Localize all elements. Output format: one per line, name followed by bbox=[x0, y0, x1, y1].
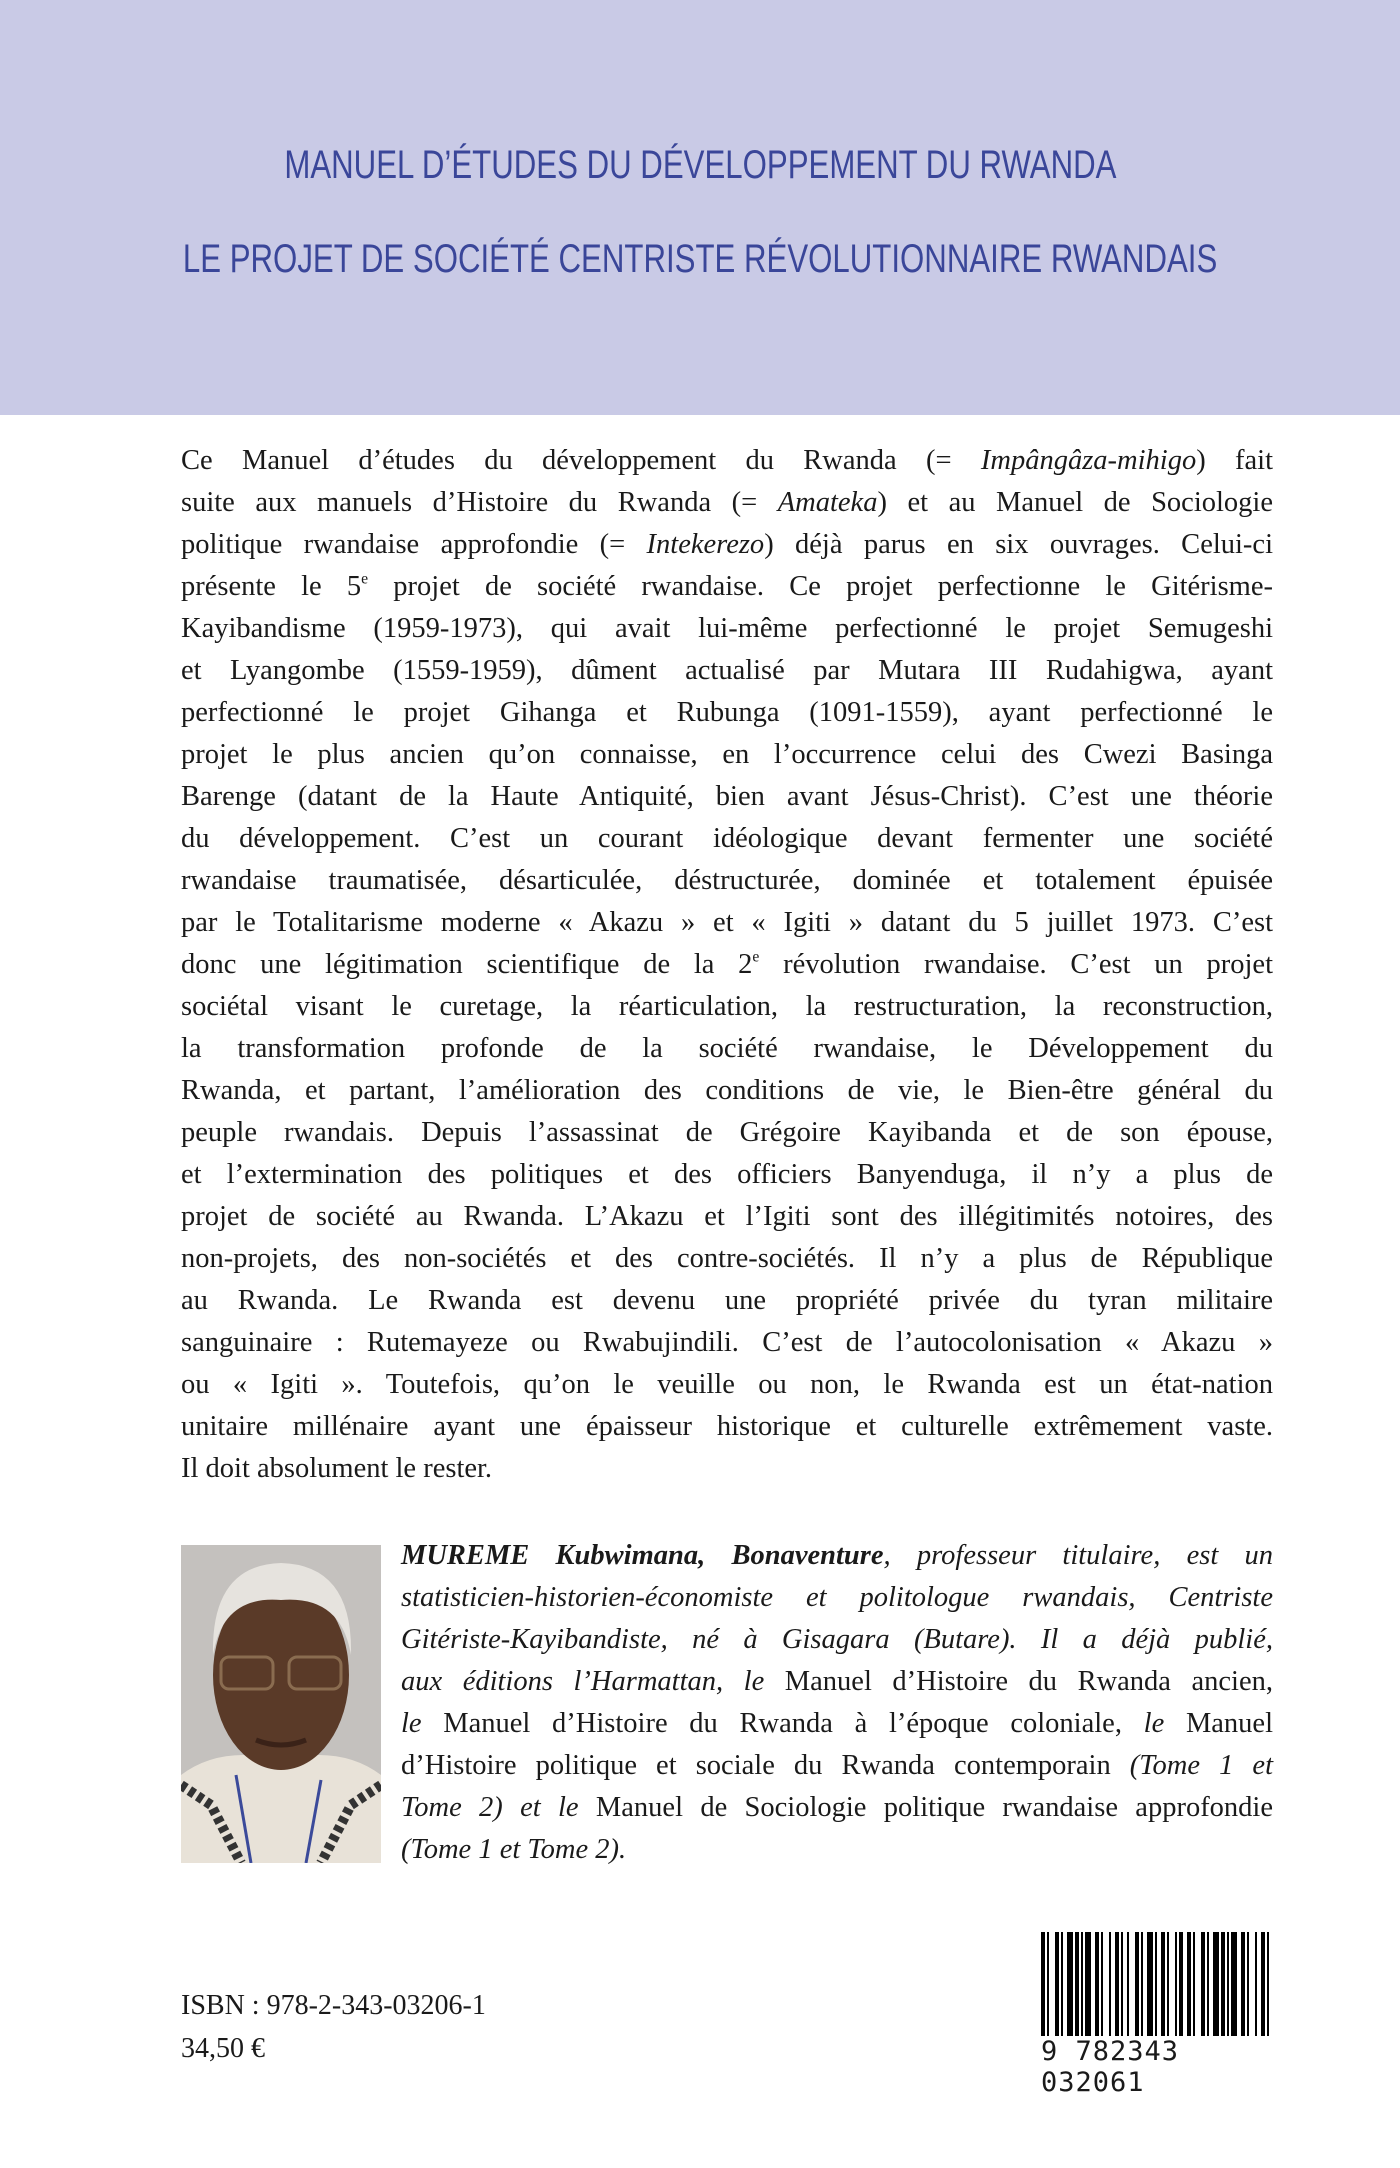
text-line bbox=[401, 1787, 1273, 1829]
text-line bbox=[181, 860, 1273, 902]
text-line bbox=[181, 1070, 1273, 1112]
text-segment: sanguinaire : Rutemayeze ou Rwabujindili. C’est de l’autocolonisation « Akazu » bbox=[181, 1327, 1273, 1358]
barcode-bar bbox=[1081, 1932, 1083, 2036]
barcode-bar bbox=[1155, 1932, 1157, 2036]
book-subtitle-text: LE PROJET DE SOCIÉTÉ CENTRISTE RÉVOLUTIONNAIRE RWANDAIS bbox=[182, 237, 1218, 281]
text-line bbox=[181, 440, 1273, 482]
text-line bbox=[181, 776, 1273, 818]
text-segment: Il doit absolument le rester. bbox=[181, 1453, 493, 1484]
text-segment: projet de société rwandaise. Ce projet perfectionne le Gitérisme- bbox=[368, 571, 1273, 602]
text-line bbox=[181, 1196, 1273, 1238]
barcode-bar bbox=[1141, 1932, 1143, 2036]
barcode-bar bbox=[1261, 1932, 1265, 2036]
barcode-bar bbox=[1247, 1932, 1249, 2036]
text-segment: ) et au Manuel de Sociologie bbox=[877, 487, 1273, 518]
text-segment: Ce Manuel d’études du développement du Rwanda (= bbox=[181, 445, 981, 476]
text-line bbox=[181, 1154, 1273, 1196]
text-segment: par le Totalitarisme moderne « Akazu » et « Igiti » datant du 5 juillet 1973. C’est bbox=[181, 907, 1273, 938]
text-segment: ) déjà parus en six ouvrages. Celui-ci bbox=[764, 529, 1273, 560]
text-segment: , professeur titulaire, est un bbox=[883, 1540, 1273, 1571]
barcode-bar bbox=[1231, 1932, 1237, 2036]
text-segment: et l’extermination des politiques et des officiers Banyenduga, il n’y a plus de bbox=[181, 1159, 1273, 1190]
text-segment: Gitériste-Kayibandiste, né à Gisagara (Butare). Il a déjà publié, bbox=[401, 1624, 1273, 1655]
text-line bbox=[401, 1619, 1273, 1661]
text-segment: du développement. C’est un courant idéologique devant fermenter une société bbox=[181, 823, 1273, 854]
text-segment: Manuel d’Histoire du Rwanda à l’époque coloniale, bbox=[421, 1708, 1144, 1739]
text-segment: aux éditions l’Harmattan, le bbox=[401, 1666, 765, 1697]
barcode-bar bbox=[1147, 1932, 1153, 2036]
barcode-bar bbox=[1213, 1932, 1219, 2036]
text-line bbox=[401, 1535, 1273, 1577]
barcode-bar bbox=[1167, 1932, 1169, 2036]
barcode-bar bbox=[1221, 1932, 1225, 2036]
text-segment: ou « Igiti ». Toutefois, qu’on le veuille ou non, le Rwanda est un état-nation bbox=[181, 1369, 1273, 1400]
text-segment: (Tome 1 et Tome 2). bbox=[401, 1834, 627, 1865]
barcode-bar bbox=[1201, 1932, 1205, 2036]
text-line bbox=[181, 692, 1273, 734]
barcode-bar bbox=[1127, 1932, 1129, 2036]
text-line bbox=[181, 1238, 1273, 1280]
text-segment: Manuel de Sociologie politique rwandaise approfondie bbox=[578, 1792, 1273, 1823]
text-segment: peuple rwandais. Depuis l’assassinat de Grégoire Kayibanda et de son épouse, bbox=[181, 1117, 1273, 1148]
text-segment: Rwanda, et partant, l’amélioration des conditions de vie, le Bien-être général du bbox=[181, 1075, 1273, 1106]
barcode-bar bbox=[1075, 1932, 1079, 2036]
text-segment: Manuel bbox=[1164, 1708, 1273, 1739]
back-cover-summary bbox=[181, 440, 1273, 1490]
text-line bbox=[401, 1745, 1273, 1787]
barcode-bar bbox=[1095, 1932, 1099, 2036]
text-segment: politique rwandaise approfondie (= bbox=[181, 529, 647, 560]
text-segment: non-projets, des non-sociétés et des contre-sociétés. Il n’y a plus de République bbox=[181, 1243, 1273, 1274]
barcode-bar bbox=[1161, 1932, 1165, 2036]
text-segment: Impângâza-mihigo bbox=[980, 445, 1197, 476]
text-line bbox=[181, 1322, 1273, 1364]
text-segment: le bbox=[401, 1708, 422, 1739]
text-segment: sociétal visant le curetage, la réarticulation, la restructuration, la reconstruction, bbox=[181, 991, 1273, 1022]
text-segment: Kayibandisme (1959-1973), qui avait lui-même perfectionné le projet Semugeshi bbox=[181, 613, 1273, 644]
cover-header-band bbox=[0, 0, 1400, 415]
text-segment: Barenge (datant de la Haute Antiquité, bien avant Jésus-Christ). C’est une théorie bbox=[181, 781, 1273, 812]
barcode-bar bbox=[1101, 1932, 1103, 2036]
text-segment: suite aux manuels d’Histoire du Rwanda (= bbox=[181, 487, 778, 518]
text-segment: donc une légitimation scientifique de la 2 bbox=[181, 949, 753, 980]
barcode-bar bbox=[1085, 1932, 1091, 2036]
barcode-bar bbox=[1241, 1932, 1245, 2036]
book-title bbox=[0, 143, 1400, 188]
text-segment: e bbox=[361, 570, 369, 588]
author-photo bbox=[181, 1545, 381, 1863]
text-line bbox=[181, 1364, 1273, 1406]
text-segment: Manuel d’Histoire du Rwanda ancien, bbox=[764, 1666, 1274, 1697]
text-segment: rwandaise traumatisée, désarticulée, déstructurée, dominée et totalement épuisée bbox=[181, 865, 1273, 896]
text-line bbox=[181, 1028, 1273, 1070]
text-segment: unitaire millénaire ayant une épaisseur historique et culturelle extrêmement vaste. bbox=[181, 1411, 1273, 1442]
barcode-bar bbox=[1061, 1932, 1063, 2036]
text-line bbox=[181, 1112, 1273, 1154]
barcode-bar bbox=[1109, 1932, 1111, 2036]
text-line bbox=[181, 734, 1273, 776]
text-line bbox=[181, 818, 1273, 860]
text-segment: Amateka bbox=[777, 487, 878, 518]
barcode-bar bbox=[1135, 1932, 1139, 2036]
text-segment: d’Histoire politique et sociale du Rwanda contemporain bbox=[401, 1750, 1130, 1781]
text-segment: projet de société au Rwanda. L’Akazu et l’Igiti sont des illégitimités notoires, des bbox=[181, 1201, 1273, 1232]
text-line bbox=[181, 1448, 1273, 1490]
barcode-bar bbox=[1121, 1932, 1123, 2036]
text-line bbox=[401, 1829, 1273, 1871]
text-line bbox=[181, 650, 1273, 692]
text-line bbox=[181, 986, 1273, 1028]
text-segment: révolution rwandaise. C’est un projet bbox=[759, 949, 1274, 980]
text-line bbox=[401, 1661, 1273, 1703]
barcode-bar bbox=[1267, 1932, 1269, 2036]
isbn: ISBN : 978-2-343-03206-1 bbox=[181, 1990, 486, 2021]
text-segment: (Tome 1 et bbox=[1129, 1750, 1273, 1781]
text-segment: projet le plus ancien qu’on connaisse, en l’occurrence celui des Cwezi Basinga bbox=[181, 739, 1273, 770]
text-segment: e bbox=[752, 948, 760, 966]
book-title-text: MANUEL D’ÉTUDES DU DÉVELOPPEMENT DU RWANDA bbox=[283, 143, 1117, 187]
text-line bbox=[181, 902, 1273, 944]
barcode-bar bbox=[1187, 1932, 1191, 2036]
text-line bbox=[181, 566, 1273, 608]
text-segment: la transformation profonde de la société rwandaise, le Développement du bbox=[181, 1033, 1273, 1064]
price: 34,50 € bbox=[181, 2033, 265, 2064]
barcode-bar bbox=[1207, 1932, 1209, 2036]
text-line bbox=[181, 608, 1273, 650]
barcode-bar bbox=[1255, 1932, 1257, 2036]
text-line bbox=[181, 1406, 1273, 1448]
barcode-bar bbox=[1175, 1932, 1177, 2036]
text-line bbox=[401, 1577, 1273, 1619]
barcode-digits: 9 782343 032061 bbox=[1037, 2036, 1281, 2098]
barcode-bar bbox=[1055, 1932, 1059, 2036]
text-segment: Intekerezo bbox=[646, 529, 765, 560]
text-segment: et Lyangombe (1559-1959), dûment actualisé par Mutara III Rudahigwa, ayant bbox=[181, 655, 1273, 686]
text-segment: MUREME Kubwimana, Bonaventure bbox=[401, 1540, 884, 1571]
barcode-bar bbox=[1067, 1932, 1073, 2036]
text-line bbox=[181, 1280, 1273, 1322]
text-line bbox=[181, 944, 1273, 986]
text-segment: ) fait bbox=[1196, 445, 1274, 476]
text-segment: au Rwanda. Le Rwanda est devenu une propriété privée du tyran militaire bbox=[181, 1285, 1273, 1316]
text-segment: présente le 5 bbox=[181, 571, 362, 602]
text-segment: perfectionné le projet Gihanga et Rubunga (1091-1559), ayant perfectionné le bbox=[181, 697, 1273, 728]
text-line bbox=[181, 524, 1273, 566]
author-biography bbox=[401, 1535, 1273, 1871]
book-subtitle bbox=[0, 237, 1400, 282]
barcode-bar bbox=[1115, 1932, 1119, 2036]
text-line bbox=[401, 1703, 1273, 1745]
text-line bbox=[181, 482, 1273, 524]
text-segment: le bbox=[1143, 1708, 1165, 1739]
text-segment: statisticien-historien-économiste et politologue rwandais, Centriste bbox=[401, 1582, 1273, 1613]
barcode-bar bbox=[1227, 1932, 1229, 2036]
text-segment: Tome 2) et le bbox=[401, 1792, 579, 1823]
barcode-bar bbox=[1193, 1932, 1195, 2036]
